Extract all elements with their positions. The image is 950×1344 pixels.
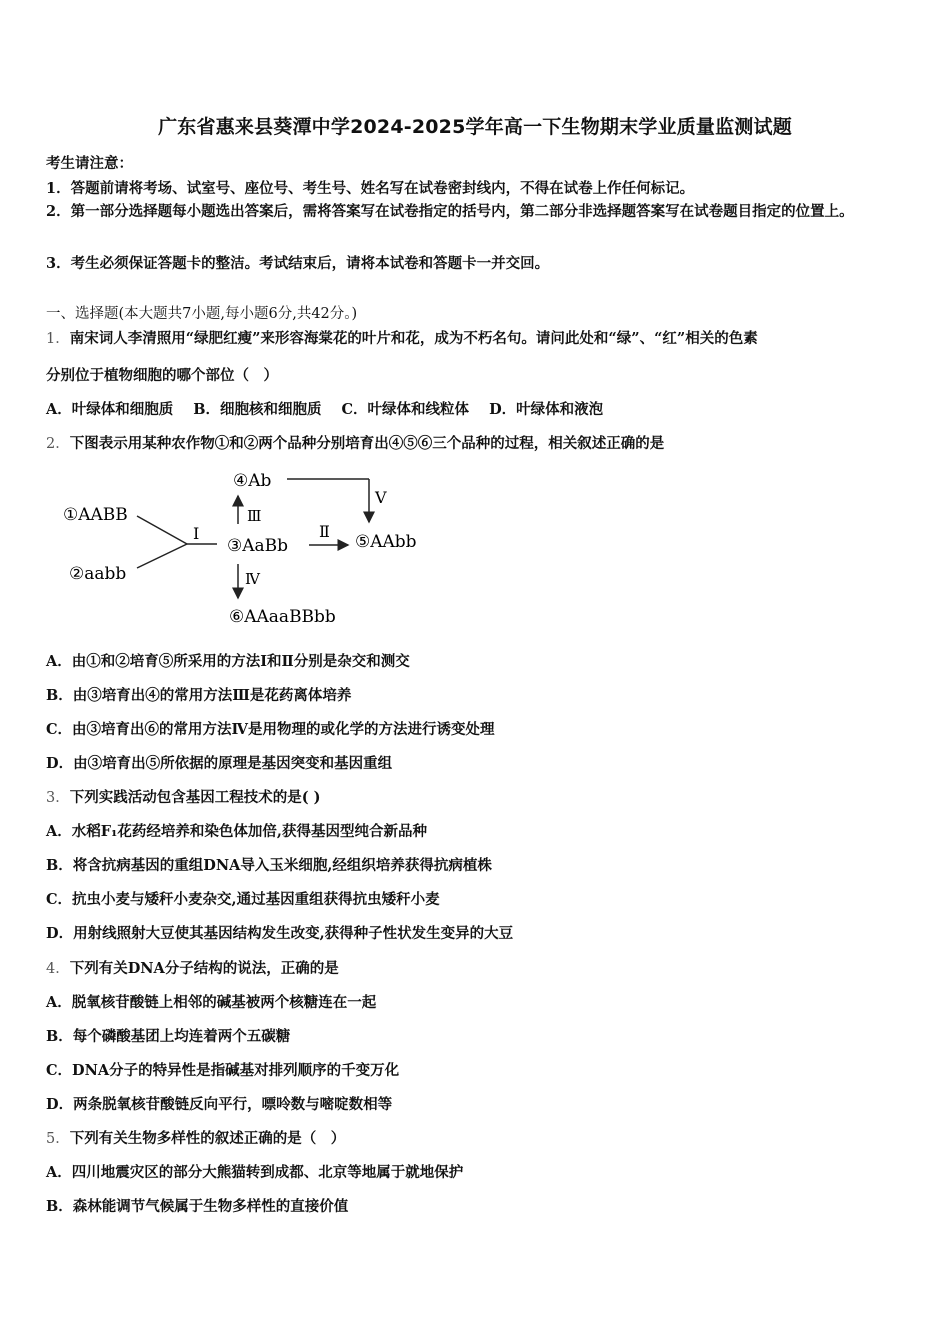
question-1-option-c[interactable]: C．叶绿体和线粒体: [341, 401, 470, 418]
question-3-stem: 下列实践活动包含基因工程技术的是( ): [69, 789, 321, 806]
question-2-option-c[interactable]: C．由③培育出⑥的常用方法Ⅳ是用物理的或化学的方法进行诱变处理: [46, 721, 495, 738]
question-3-option-d[interactable]: D．用射线照射大豆使其基因结构发生改变,获得种子性状发生变异的大豆: [46, 925, 514, 942]
question-2-number: 2．: [46, 436, 70, 452]
node-2-aabb: ②aabb: [69, 564, 127, 584]
question-1-options: [46, 398, 623, 419]
question-2-stem-line: [46, 432, 664, 453]
question-4-option-b[interactable]: B．每个磷酸基团上均连着两个五碳糖: [46, 1028, 291, 1045]
question-3-option-a[interactable]: A．水稻F₁花药经培养和染色体加倍,获得基因型纯合新品种: [46, 823, 427, 840]
node-6-aaaabbbb: ⑥AAaaBBbb: [229, 607, 336, 627]
question-5-option-b[interactable]: B．森林能调节气候属于生物多样性的直接价值: [46, 1198, 349, 1215]
notice-item-1: 1．答题前请将考场、试室号、座位号、考生号、姓名写在试卷密封线内，不得在试卷上作任何标记。: [46, 180, 695, 197]
exam-title: 广东省惠来县葵潭中学2024-2025学年高一下生物期末学业质量监测试题: [158, 116, 792, 138]
question-2-option-a[interactable]: A．由①和②培育⑤所采用的方法Ⅰ和Ⅱ分别是杂交和测交: [46, 653, 410, 670]
question-1-option-d[interactable]: D．叶绿体和液泡: [489, 401, 604, 418]
label-method-3: Ⅲ: [247, 507, 262, 525]
merge-line-lower: [137, 544, 187, 568]
question-2-stem: 下图表示用某种农作物①和②两个品种分别培育出④⑤⑥三个品种的过程，相关叙述正确的是: [69, 435, 665, 452]
node-3-aabb: ③AaBb: [227, 536, 289, 556]
question-1-option-b[interactable]: B．细胞核和细胞质: [193, 401, 322, 418]
question-4-number: 4．: [46, 961, 70, 977]
question-3-number: 3．: [46, 790, 70, 806]
question-4-option-d[interactable]: D．两条脱氧核苷酸链反向平行，嘌呤数与嘧啶数相等: [46, 1096, 393, 1113]
notice-item-2: 2．第一部分选择题每小题选出答案后，需将答案写在试卷指定的括号内，第二部分非选择题答案写在试卷题目指定的位置上。: [46, 203, 854, 220]
question-1-stem-b: 分别位于植物细胞的哪个部位（ ）: [46, 367, 278, 384]
question-3-option-c[interactable]: C．抗虫小麦与矮秆小麦杂交,通过基因重组获得抗虫矮秆小麦: [46, 891, 440, 908]
question-3-option-b[interactable]: B．将含抗病基因的重组DNA导入玉米细胞,经组织培养获得抗病植株: [46, 857, 492, 874]
question-4-stem-line: [46, 957, 339, 978]
breeding-diagram: [55, 460, 455, 635]
label-method-5: Ⅴ: [375, 488, 387, 507]
question-1-number: 1．: [46, 331, 70, 347]
question-4-option-c[interactable]: C．DNA分子的特异性是指碱基对排列顺序的千变万化: [46, 1062, 400, 1079]
question-5-stem: 下列有关生物多样性的叙述正确的是（ ）: [69, 1130, 346, 1147]
label-method-4: Ⅳ: [245, 570, 260, 588]
question-2-option-b[interactable]: B．由③培育出④的常用方法Ⅲ是花药离体培养: [46, 687, 352, 704]
node-1-aabb: ①AABB: [63, 505, 128, 525]
question-1-line-1: [46, 327, 758, 348]
label-method-2: Ⅱ: [319, 522, 330, 541]
question-4-stem: 下列有关DNA分子结构的说法，正确的是: [69, 960, 339, 977]
question-5-stem-line: [46, 1127, 345, 1148]
question-1-option-a[interactable]: A．叶绿体和细胞质: [46, 401, 174, 418]
merge-line-upper: [137, 516, 187, 544]
notice-heading: 考生请注意：: [46, 155, 133, 172]
section-heading: 一、选择题(本大题共7小题,每小题6分,共42分。): [46, 306, 358, 322]
question-4-option-a[interactable]: A．脱氧核苷酸链上相邻的碱基被两个核糖连在一起: [46, 994, 377, 1011]
question-5-option-a[interactable]: A．四川地震灾区的部分大熊猫转到成都、北京等地属于就地保护: [46, 1164, 464, 1181]
question-3-stem-line: [46, 786, 321, 807]
question-5-number: 5．: [46, 1131, 70, 1147]
node-5-aabb: ⑤AAbb: [355, 532, 417, 552]
node-4-ab: ④Ab: [233, 471, 272, 491]
question-1-stem-a: 南宋词人李清照用“绿肥红瘦”来形容海棠花的叶片和花，成为不朽名句。请问此处和“绿”、“红”相关的色素: [69, 330, 758, 347]
question-2-option-d[interactable]: D．由③培育出⑤所依据的原理是基因突变和基因重组: [46, 755, 393, 772]
label-method-1: Ⅰ: [193, 524, 200, 543]
notice-item-3: 3．考生必须保证答题卡的整洁。考试结束后，请将本试卷和答题卡一并交回。: [46, 255, 550, 272]
